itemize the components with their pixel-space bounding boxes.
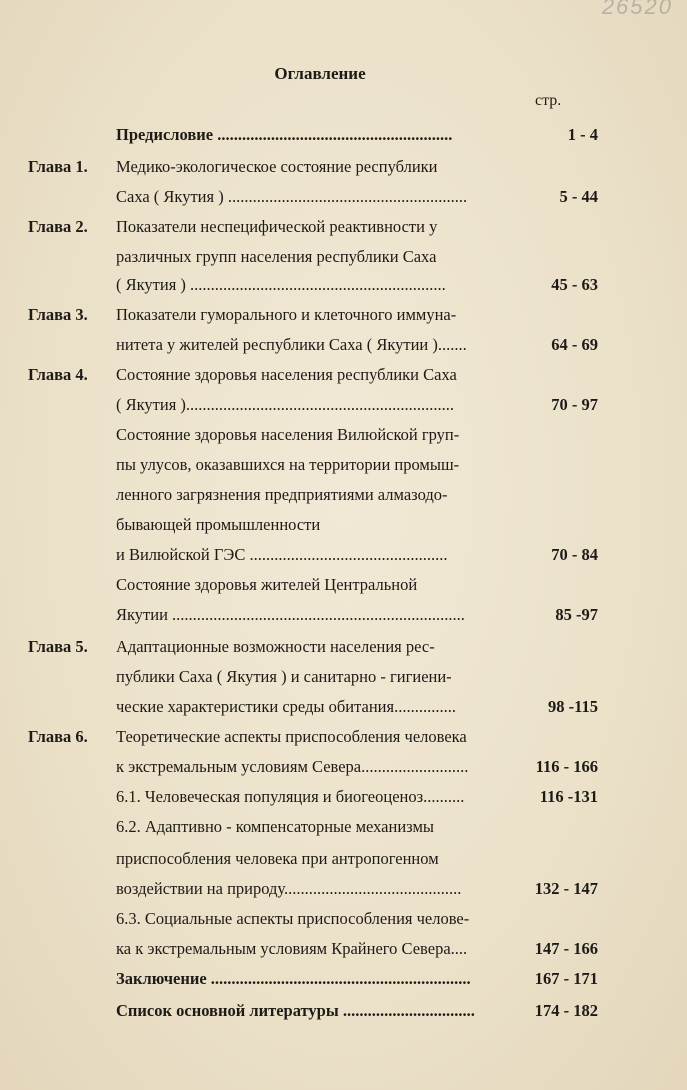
toc-page-range: 70 - 97 <box>551 395 598 414</box>
page-title: Оглавление <box>274 64 366 83</box>
toc-entry-text: Состояние здоровья населения республики Саха <box>116 365 457 384</box>
toc-entry <box>28 452 598 478</box>
toc-page-range: 5 - 44 <box>559 187 598 206</box>
toc-entry <box>28 482 598 508</box>
toc-page-range: 174 - 182 <box>534 1001 598 1020</box>
toc-entry <box>28 572 598 598</box>
toc-entry <box>28 966 598 992</box>
toc-entry <box>28 122 598 148</box>
toc-page-range: 45 - 63 <box>551 275 598 294</box>
toc-entry-text: ленного загрязнения предприятиями алмазодо- <box>116 485 448 504</box>
toc-entry-text: Якутии ....................................................................... <box>116 605 465 624</box>
toc-chapter-label: Глава 1. <box>28 157 88 176</box>
toc-entry-text: Показатели гуморального и клеточного иммуна- <box>116 305 457 324</box>
toc-chapter-label: Глава 3. <box>28 305 88 324</box>
toc-page-range: 147 - 166 <box>534 939 598 958</box>
toc-page-range: 70 - 84 <box>551 545 598 564</box>
toc-entry <box>28 602 598 628</box>
toc-entry-text: различных групп населения республики Саха <box>116 247 437 266</box>
toc-entry <box>28 214 598 240</box>
toc-chapter-label: Глава 4. <box>28 365 88 384</box>
toc-chapter-label: Глава 5. <box>28 637 88 656</box>
toc-entry <box>28 876 598 902</box>
toc-entry-text: публики Саха ( Якутия ) и санитарно - гигиени- <box>116 667 452 686</box>
toc-chapter-label: Глава 6. <box>28 727 88 746</box>
toc-entry-text: Саха ( Якутия ) .......................................................... <box>116 187 468 206</box>
toc-entry <box>28 362 598 388</box>
toc-page-range: 98 -115 <box>548 697 598 716</box>
toc-entry <box>28 512 598 538</box>
toc-entry <box>28 244 598 270</box>
toc-entry-text: ( Якутия )................................................................. <box>116 395 455 414</box>
toc-entry-text: Состояние здоровья населения Вилюйской груп- <box>116 425 460 444</box>
toc-entry <box>28 724 598 750</box>
toc-entry-text: Список основной литературы ................................ <box>116 1001 475 1020</box>
corner-handwritten-note: 26520 <box>601 0 673 19</box>
toc-entry-text: ка к экстремальным условиям Крайнего Севера.... <box>116 939 468 958</box>
toc-entry-text: Предисловие ......................................................... <box>116 125 453 144</box>
toc-entry <box>28 184 598 210</box>
toc-page-range: 116 - 166 <box>535 757 598 776</box>
toc-entry <box>28 784 598 810</box>
toc-entry <box>28 754 598 780</box>
toc-entry <box>28 936 598 962</box>
toc-entry-text: Заключение ............................................................... <box>116 969 471 988</box>
toc-entry <box>28 272 598 298</box>
toc-entry-text: Адаптационные возможности населения рес- <box>116 637 435 656</box>
toc-page-range: 167 - 171 <box>534 969 598 988</box>
toc-entry <box>28 392 598 418</box>
toc-entry <box>28 814 598 840</box>
toc-entry <box>28 694 598 720</box>
toc-entry-text: 6.2. Адаптивно - компенсаторные механизмы <box>116 817 434 836</box>
toc-page-range: 64 - 69 <box>551 335 598 354</box>
toc-entry <box>28 664 598 690</box>
toc-entry-text: нитета у жителей республики Саха ( Якутии )....... <box>116 335 467 354</box>
toc-entry-text: бывающей промышленности <box>116 515 321 534</box>
toc-entry-text: приспособления человека при антропогенном <box>116 849 439 868</box>
toc-entry-text: Состояние здоровья жителей Центральной <box>116 575 418 594</box>
toc-entry-text: 6.1. Человеческая популяция и биогеоценоз.......... <box>116 787 465 806</box>
toc-entry <box>28 846 598 872</box>
toc-page-range: 1 - 4 <box>567 125 598 144</box>
toc-entry <box>28 154 598 180</box>
toc-entry <box>28 998 598 1024</box>
toc-entry <box>28 422 598 448</box>
toc-entry <box>28 542 598 568</box>
page-column-label: стр. <box>535 92 562 109</box>
toc-page-range: 132 - 147 <box>534 879 598 898</box>
toc-entry-text: к экстремальным условиям Севера.......................... <box>116 757 469 776</box>
toc-entry-text: воздействии на природу........................................... <box>116 879 462 898</box>
toc-chapter-label: Глава 2. <box>28 217 88 236</box>
toc-entry-text: ( Якутия ) .............................................................. <box>116 275 446 294</box>
toc-entry-text: и Вилюйской ГЭС ................................................ <box>116 545 448 564</box>
toc-entry <box>28 302 598 328</box>
toc-entry-text: 6.3. Социальные аспекты приспособления челове- <box>116 909 470 928</box>
toc-entry <box>28 332 598 358</box>
toc-entry-text: Медико-экологическое состояние республики <box>116 157 438 176</box>
toc-entry <box>28 906 598 932</box>
toc-entry-text: Показатели неспецифической реактивности у <box>116 217 438 236</box>
toc-page-range: 116 -131 <box>539 787 598 806</box>
toc-entry <box>28 634 598 660</box>
toc-entry-text: ческие характеристики среды обитания............... <box>116 697 456 716</box>
toc-entry-text: пы улусов, оказавшихся на территории промыш- <box>116 455 460 474</box>
toc-entry-text: Теоретические аспекты приспособления человека <box>116 727 467 746</box>
toc-page-range: 85 -97 <box>555 605 598 624</box>
